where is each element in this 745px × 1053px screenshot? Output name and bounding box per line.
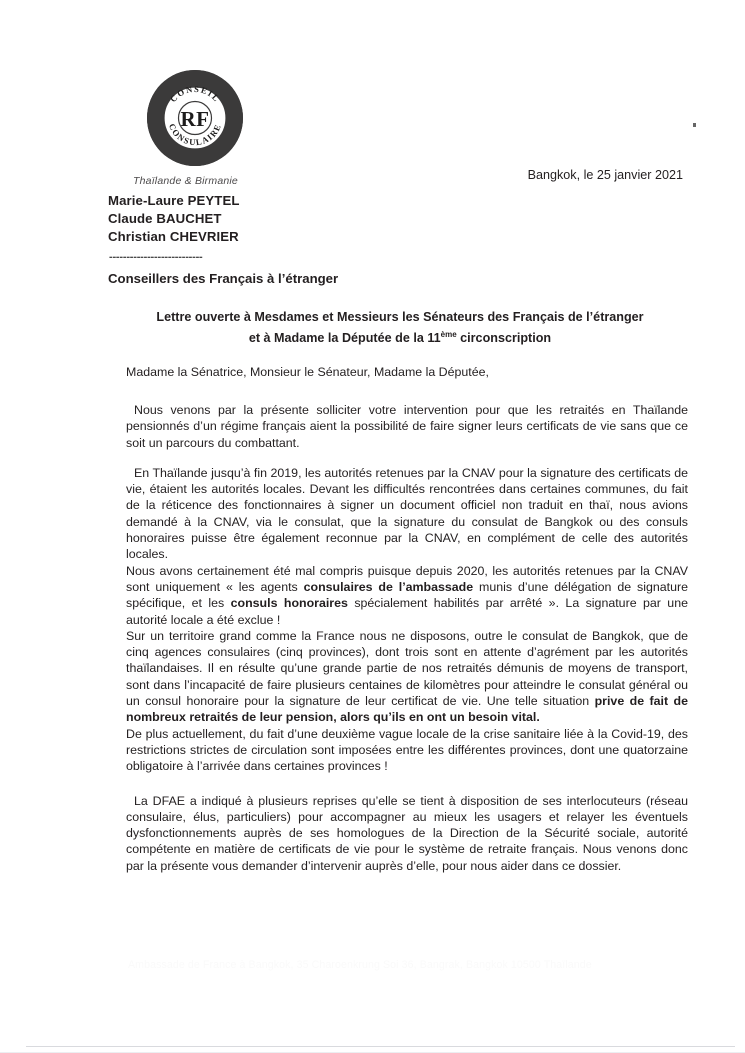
paragraph-3 [126, 563, 688, 628]
signatory-name: Marie-Laure PEYTEL [108, 193, 240, 208]
signatory-name: Christian CHEVRIER [108, 229, 239, 244]
paragraph-5: De plus actuellement, du fait d’une deuxième vague locale de la crise sanitaire liée à la Covid-19, des restrictions strictes de circulation sont imposées entre les différentes provinces, dont une quatorzaine obligatoire à l’arrivée dans certaines provinces ! [126, 726, 688, 774]
svg-text:RF: RF [180, 107, 210, 131]
conseil-consulaire-seal-icon [147, 70, 243, 166]
date-line: Bangkok, le 25 janvier 2021 [527, 168, 683, 182]
title-line-2-after: circonscription [456, 331, 552, 346]
paragraph-3-emphasis-2: consuls honoraires [230, 596, 348, 611]
page-title [120, 308, 680, 347]
org-subtitle: Thaïlande & Birmanie [133, 175, 238, 187]
paragraph-4 [126, 628, 688, 726]
paragraph-2: En Thaïlande jusqu’à fin 2019, les autorités retenues par la CNAV pour la signature des certificats de vie, étaient les autorités locales. Devant les difficultés rencontrées dans certaines communes, du fait de la réticence des fonctionnaires à signer un document officiel non traduit en thaï, nous avions demandé à la CNAV, via le consulat, que la signature du consulat de Bangkok ou des consuls honoraires puisse être également reconnue par la CNAV, en complément de celle des autorités locales. [126, 465, 688, 562]
letterhead-divider: --------------------------- [109, 252, 203, 262]
paragraph-3-part-b: munis d’une délégation de signature spécifique, et les [126, 579, 688, 611]
title-ordinal-suffix: ème [440, 330, 457, 339]
paragraph-4-emphasis: prive de fait de nombreux retraités de leur pension, alors qu’ils en ont un besoin vital. [126, 694, 688, 725]
paragraph-3-part-a: Nous avons certainement été mal compris puisque depuis 2020, les autorités retenues par la CNAV sont uniquement « les agents [126, 563, 688, 594]
title-line-1: Lettre ouverte à Mesdames et Messieurs les Sénateurs des Français de l’étranger [156, 310, 644, 324]
signatory-names [108, 192, 435, 246]
signatory-name: Claude BAUCHET [108, 211, 222, 226]
paragraph-3-emphasis-1: consulaires de l’ambassade [303, 579, 474, 594]
paragraph-3-part-c: spécialement habilités par arrêté ». La signature par une autorité locale a été exclue ! [126, 596, 688, 627]
footer-address: Ambassade de France à Bangkok, 35 Charoenkrung Soi 36, Bangrak, Bangkok 10500 Thaïlande [128, 959, 592, 971]
scan-artifact-speck [693, 123, 696, 127]
signatory-role: Conseillers des Français à l’étranger [108, 271, 339, 286]
salutation: Madame la Sénatrice, Monsieur le Sénateur, Madame la Députée, [126, 365, 489, 379]
paragraph-1: Nous venons par la présente solliciter votre intervention pour que les retraités en Thaïlande pensionnés d’un régime français aient la possibilité de faire signer leurs certificats de vie sans que ce soit un parcours du combattant. [126, 403, 688, 450]
page-edge-line [26, 1046, 735, 1047]
paragraph-group-middle [126, 465, 688, 775]
letterhead [105, 70, 435, 286]
paragraph-4-part-a: Sur un territoire grand comme la France nous ne disposons, outre le consulat de Bangkok, que de cinq agences consulaires (cinq provinces), dont trois sont en attente d’agrément par les autorités thaïlandaises. Il en résulte qu’une grande partie de nos retraités démunis de moyens de transport, sont dans l’incapacité de faire plusieurs centaines de kilomètres pour atteindre le consulat général ou un consul honoraire pour la signature de leur certificat de vie. Une telle situation [126, 628, 688, 709]
svg-text:CONSULAIRE: CONSULAIRE [166, 121, 224, 148]
letter-body [126, 364, 688, 888]
paragraph-6: La DFAE a indiqué à plusieurs reprises qu’elle se tient à disposition de ses interlocuteurs (réseau consulaire, élus, particuliers) pour accompagner au mieux les usagers et relayer les éventuels dysfonctionnements auprès de ses homologues de la Direction de la Sécurité sociale, autorité compétente en matière de certificats de vie pour le système de retraite français. Nous venons donc par la présente vous demander d’intervenir auprès d’elle, pour nous aider dans ce dossier. [126, 793, 688, 873]
title-line-2-before: et à Madame la Députée de la 11 [248, 331, 441, 346]
svg-text:CONSEIL: CONSEIL [167, 83, 223, 105]
